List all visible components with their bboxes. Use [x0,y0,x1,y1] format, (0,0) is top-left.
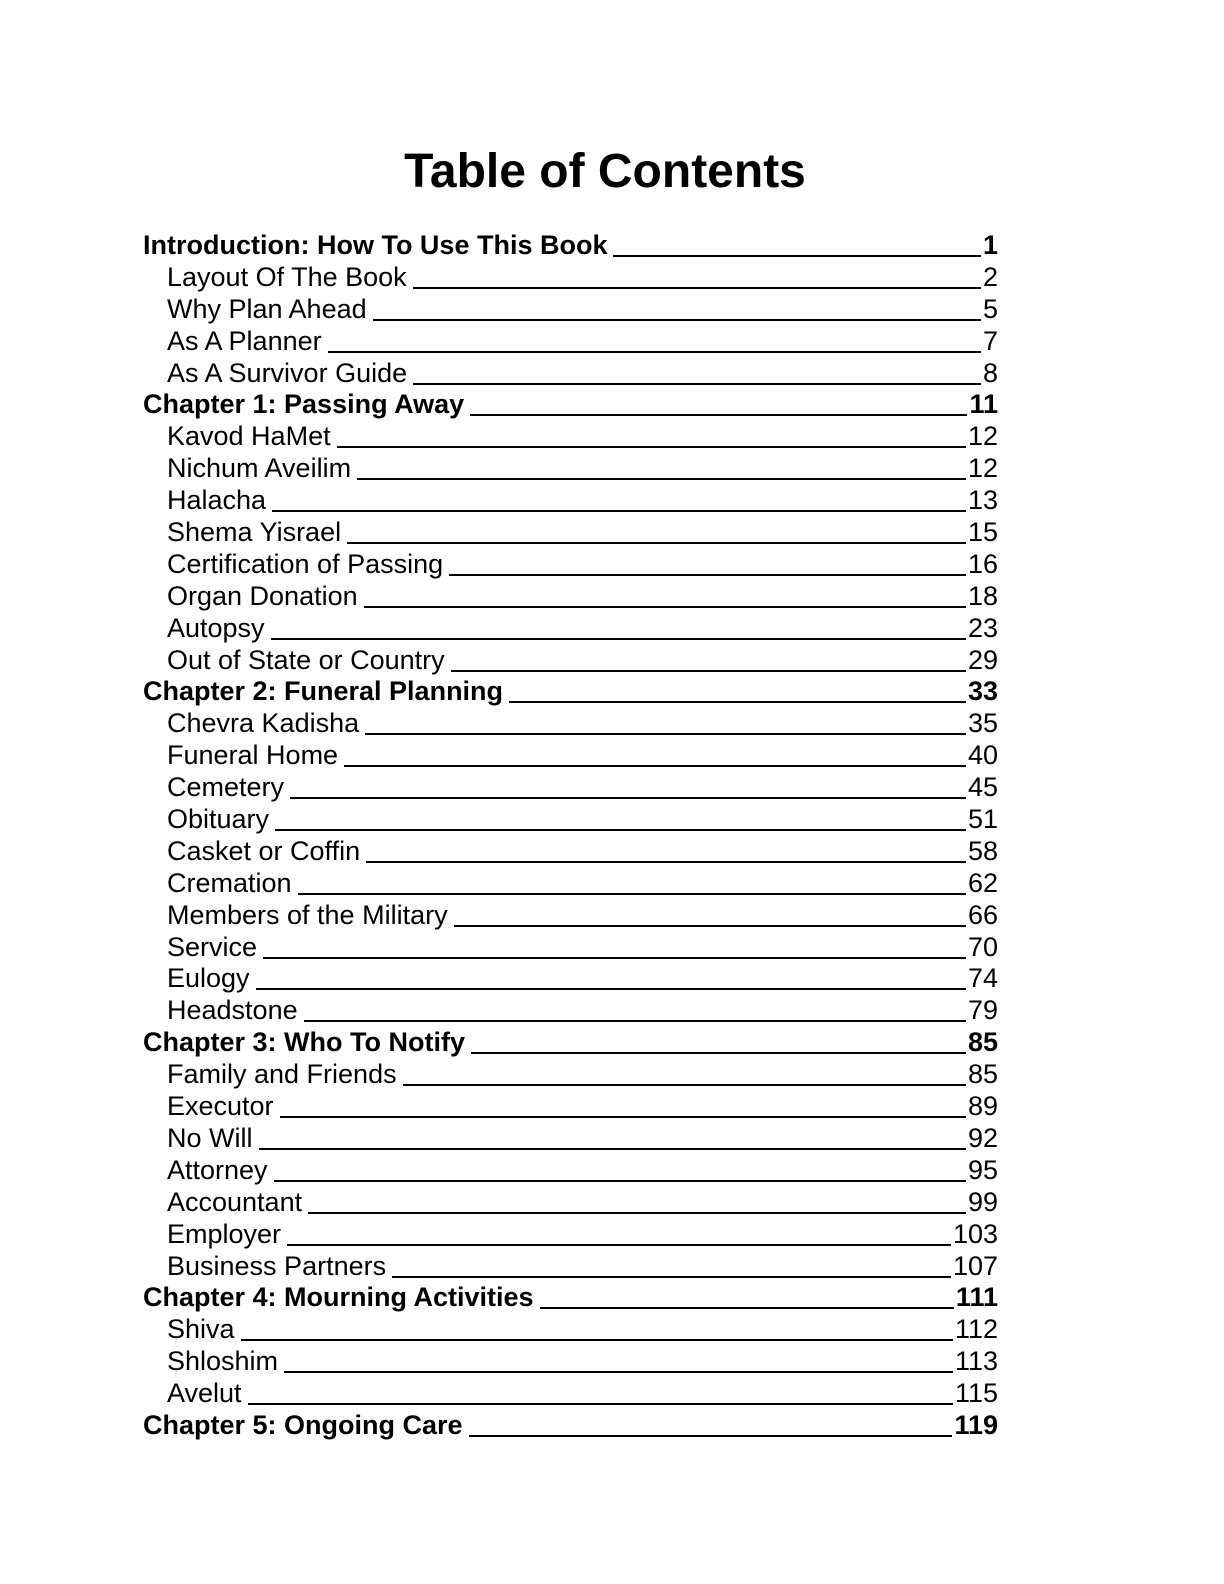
toc-leader-line [373,319,981,321]
toc-leader-line [509,701,966,703]
toc-entry-label: Headstone [167,995,298,1026]
toc-leader-line [259,1148,966,1150]
toc-section-entry [143,484,998,516]
toc-section-entry [143,867,998,899]
toc-leader-line [469,1435,953,1437]
toc-leader-line [272,510,966,512]
toc-leader-line [471,1052,966,1054]
toc-entry-label: Chapter 4: Mourning Activities [143,1282,534,1313]
toc-leader-line [274,1180,966,1182]
toc-leader-line [290,797,966,799]
toc-leader-line [241,1339,953,1341]
toc-page-number: 119 [954,1409,998,1440]
toc-entry-label: Business Partners [167,1250,387,1281]
toc-leader-line [280,1116,966,1118]
toc-leader-line [365,733,966,735]
toc-page-number: 89 [967,1091,998,1122]
toc-leader-line [328,351,981,353]
toc-leader-line [256,988,966,990]
toc-entry-label: Organ Donation [167,580,358,611]
toc-section-entry [143,325,998,357]
toc-leader-line [451,670,966,672]
toc-entry-label: Chapter 5: Ongoing Care [143,1409,463,1440]
toc-page-number: 92 [967,1122,998,1153]
toc-leader-line [344,765,966,767]
table-of-contents [143,229,998,1441]
toc-leader-line [413,383,981,385]
toc-chapter-entry [143,675,998,707]
toc-page-number: 12 [967,453,998,484]
toc-entry-label: As A Planner [167,325,322,356]
toc-section-entry [143,1122,998,1154]
toc-leader-line [248,1403,953,1405]
toc-entry-label: Attorney [167,1154,268,1185]
toc-section-entry [143,1250,998,1282]
toc-section-entry [143,931,998,963]
toc-entry-label: Eulogy [167,963,250,994]
toc-entry-label: Accountant [167,1186,303,1217]
toc-entry-label: Chevra Kadisha [167,708,360,739]
toc-entry-label: Avelut [167,1378,242,1409]
toc-chapter-entry [143,229,998,261]
toc-leader-line [413,287,981,289]
toc-leader-line [392,1276,951,1278]
toc-page-number: 8 [982,357,998,388]
toc-section-entry [143,962,998,994]
toc-page-number: 99 [967,1186,998,1217]
toc-entry-label: Why Plan Ahead [167,293,367,324]
toc-section-entry [143,1218,998,1250]
toc-page-number: 113 [954,1346,998,1377]
toc-page-number: 40 [967,740,998,771]
toc-page-number: 103 [952,1218,998,1249]
toc-entry-label: Executor [167,1091,274,1122]
toc-page-number: 29 [967,644,998,675]
toc-page-number: 111 [955,1282,998,1313]
toc-entry-label: No Will [167,1122,253,1153]
toc-leader-line [298,893,966,895]
toc-entry-label: Members of the Military [167,899,448,930]
toc-entry-label: Service [167,931,258,962]
toc-page-number: 2 [982,261,998,292]
toc-entry-label: Obituary [167,804,270,835]
toc-section-entry [143,612,998,644]
toc-section-entry [143,739,998,771]
toc-page-number: 115 [954,1378,998,1409]
toc-entry-label: Chapter 1: Passing Away [143,389,465,420]
toc-chapter-entry [143,1026,998,1058]
toc-page-number: 85 [967,1027,998,1058]
toc-section-entry [143,452,998,484]
toc-page-number: 70 [967,931,998,962]
toc-page-number: 7 [982,325,998,356]
toc-leader-line [271,638,966,640]
toc-leader-line [470,414,967,416]
toc-page-number: 35 [967,708,998,739]
toc-section-entry [143,1058,998,1090]
toc-page-number: 11 [969,389,998,420]
toc-section-entry [143,771,998,803]
toc-leader-line [364,606,966,608]
toc-leader-line [454,925,966,927]
toc-page-number: 18 [967,580,998,611]
toc-entry-label: As A Survivor Guide [167,357,408,388]
toc-entry-label: Kavod HaMet [167,421,331,452]
toc-entry-label: Introduction: How To Use This Book [143,230,608,260]
toc-section-entry [143,803,998,835]
toc-entry-label: Certification of Passing [167,548,444,579]
toc-chapter-entry [143,388,998,420]
toc-leader-line [304,1020,966,1022]
toc-section-entry [143,707,998,739]
toc-section-entry [143,1313,998,1345]
toc-page-number: 15 [967,517,998,548]
toc-leader-line [347,542,966,544]
toc-leader-line [403,1084,966,1086]
toc-entry-label: Halacha [167,485,267,516]
toc-page-number: 66 [967,899,998,930]
toc-section-entry [143,548,998,580]
toc-entry-label: Out of State or Country [167,644,445,675]
toc-leader-line [366,861,966,863]
toc-leader-line [613,255,980,257]
toc-entry-label: Layout Of The Book [167,261,407,292]
toc-leader-line [284,1371,953,1373]
toc-entry-label: Employer [167,1218,282,1249]
toc-leader-line [275,829,966,831]
toc-entry-label: Cemetery [167,772,285,803]
toc-page-number: 5 [982,293,998,324]
toc-page-number: 107 [952,1250,998,1281]
toc-leader-line [263,957,966,959]
toc-entry-label: Nichum Aveilim [167,453,352,484]
toc-section-entry [143,261,998,293]
toc-leader-line [357,478,966,480]
toc-page-number: 62 [967,867,998,898]
toc-leader-line [540,1307,954,1309]
toc-section-entry [143,293,998,325]
toc-page-number: 74 [967,963,998,994]
toc-page-number: 45 [967,772,998,803]
toc-chapter-entry [143,1409,998,1441]
toc-entry-label: Shiva [167,1314,235,1345]
toc-entry-label: Shema Yisrael [167,517,342,548]
toc-page-number: 1 [982,230,998,260]
toc-leader-line [308,1212,966,1214]
toc-page-number: 112 [954,1314,998,1345]
toc-leader-line [449,574,966,576]
toc-section-entry [143,1345,998,1377]
toc-section-entry [143,835,998,867]
toc-page-number: 12 [967,421,998,452]
toc-section-entry [143,1377,998,1409]
toc-page-number: 58 [967,835,998,866]
toc-page-number: 51 [967,804,998,835]
toc-leader-line [337,446,966,448]
toc-chapter-entry [143,1281,998,1313]
toc-page-number: 13 [967,485,998,516]
toc-section-entry [143,1090,998,1122]
toc-entry-label: Chapter 2: Funeral Planning [143,676,504,707]
toc-entry-label: Shloshim [167,1346,279,1377]
toc-entry-label: Family and Friends [167,1059,397,1090]
toc-page-number: 95 [967,1154,998,1185]
toc-page-number: 85 [967,1059,998,1090]
toc-section-entry [143,516,998,548]
toc-page-number: 23 [967,612,998,643]
toc-section-entry [143,357,998,389]
toc-section-entry [143,994,998,1026]
toc-section-entry [143,1154,998,1186]
toc-page-number: 16 [967,548,998,579]
toc-section-entry [143,1186,998,1218]
toc-page-number: 33 [967,676,998,707]
toc-entry-label: Funeral Home [167,740,339,771]
toc-entry-label: Autopsy [167,612,265,643]
toc-entry-label: Chapter 3: Who To Notify [143,1027,465,1058]
page-title: Table of Contents [404,145,806,198]
toc-section-entry [143,580,998,612]
toc-section-entry [143,420,998,452]
toc-entry-label: Cremation [167,867,292,898]
toc-section-entry [143,899,998,931]
toc-page-number: 79 [967,995,998,1026]
toc-entry-label: Casket or Coffin [167,835,361,866]
toc-section-entry [143,644,998,676]
toc-leader-line [287,1244,951,1246]
